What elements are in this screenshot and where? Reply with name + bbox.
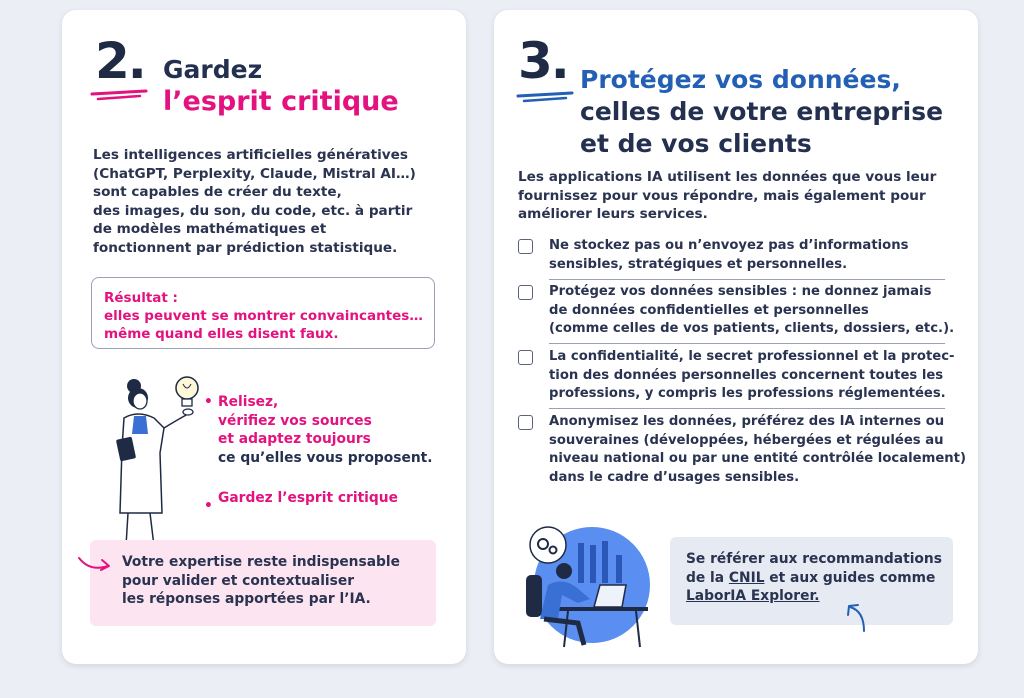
section-title-line2: celles de votre entreprise [580, 97, 944, 126]
checklist-line: sensibles, stratégiques et personnelles. [549, 256, 848, 272]
cnil-link[interactable]: CNIL [728, 569, 765, 586]
result-line: même quand elles disent faux. [104, 326, 339, 342]
checklist-line: souveraines (développées, hébergées et régulées au [549, 432, 944, 448]
intro-line: des images, du son, du code, etc. à partir [93, 202, 413, 219]
checklist-line: tion des données personnelles concernent toutes les [549, 367, 944, 383]
checklist-line: Ne stockez pas ou n’envoyez pas d’informations [549, 238, 909, 253]
checkbox-icon[interactable] [518, 285, 533, 300]
advice-line: et adaptez toujours [218, 431, 371, 447]
curved-arrow-icon [76, 552, 116, 576]
advice-line: ce qu’elles vous proposent. [218, 449, 433, 466]
checklist-line: Anonymisez les données, préférez des IA internes ou [549, 414, 945, 429]
intro-line: Les intelligences artificielles génératives [93, 147, 408, 163]
reference-callout [670, 537, 953, 625]
checklist-line: de données confidentielles et personnelles [549, 302, 869, 318]
expertise-line: pour valider et contextualiser [122, 572, 355, 589]
section-title-line1: Gardez [163, 55, 263, 84]
checklist-line: professions, y compris les professions réglementées. [549, 386, 946, 401]
intro-line: de modèles mathématiques et [93, 221, 327, 237]
checklist-line: (comme celles de vos patients, clients, dossiers, etc.). [549, 321, 955, 336]
intro-line: Les applications IA utilisent les données que vous leur [518, 169, 937, 185]
reference-line: Se référer aux recommandations [686, 551, 942, 567]
brush-underline-icon [516, 90, 574, 104]
section-number: 3. [518, 32, 568, 90]
divider [549, 408, 945, 409]
checkbox-icon[interactable] [518, 350, 533, 365]
advice-line: Gardez l’esprit critique [218, 490, 398, 506]
intro-line: (ChatGPT, Perplexity, Claude, Mistral AI…) [93, 165, 416, 182]
expertise-line: les réponses apportées par l’IA. [122, 591, 371, 607]
intro-line: fonctionnent par prédiction statistique. [93, 239, 398, 256]
advice-bullets: • Relisez, vérifiez vos sources et adaptez toujours ce qu’elles vous proposent. • Gardez l’esprit critique [204, 394, 433, 514]
reference-text: de la [686, 569, 729, 586]
checkbox-icon[interactable] [518, 239, 533, 254]
card-critical-thinking [62, 10, 466, 664]
checkbox-icon[interactable] [518, 415, 533, 430]
result-line: elles peuvent se montrer convaincantes… [104, 308, 423, 324]
intro-line: fournissez pour vous répondre, mais également pour [518, 187, 926, 204]
section-number: 2. [95, 32, 145, 90]
section-title-line2: l’esprit critique [163, 86, 399, 117]
section-title-line3: et de vos clients [580, 129, 812, 158]
checklist-line: La confidentialité, le secret professionnel et la protec- [549, 349, 955, 364]
checklist-line: Protégez vos données sensibles : ne donnez jamais [549, 284, 932, 299]
intro-line: sont capables de créer du texte, [93, 184, 342, 200]
expertise-callout [90, 540, 436, 626]
section-title-line1: Protégez vos données, [580, 65, 901, 94]
divider [549, 279, 945, 280]
reference-text: et aux guides comme [764, 569, 936, 586]
checklist-line: dans le cadre d’usages sensibles. [549, 469, 800, 485]
divider [549, 343, 945, 344]
card-protect-data [494, 10, 978, 664]
advice-line: Relisez, [218, 394, 279, 410]
advice-line: vérifiez vos sources [218, 412, 372, 429]
reference-line [686, 569, 942, 588]
intro-paragraph [93, 146, 416, 257]
result-callout [91, 277, 435, 349]
brush-underline-icon [90, 88, 148, 102]
laboria-explorer-link[interactable]: LaborIA Explorer. [686, 588, 820, 604]
result-line: Résultat : [104, 290, 178, 306]
curved-arrow-icon [844, 601, 874, 633]
intro-line: améliorer leurs services. [518, 206, 708, 222]
person-at-laptop-illustration [518, 515, 658, 655]
checklist-line: niveau national ou par une entité contrôlée localement) [549, 451, 966, 466]
intro-paragraph [518, 168, 936, 224]
expertise-line: Votre expertise reste indispensable [122, 554, 400, 570]
